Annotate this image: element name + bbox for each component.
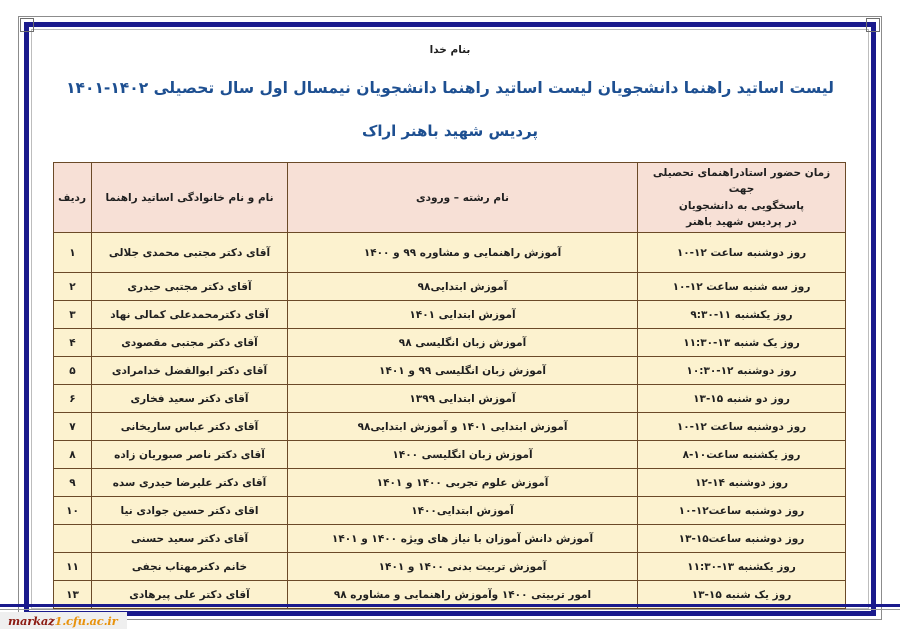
cell-field: آموزش زبان انگلیسی ۹۸: [288, 329, 638, 357]
cell-row-number: ٨: [54, 441, 92, 469]
table-row: [54, 301, 846, 329]
cell-field: آموزش زبان انگلیسی ۹۹ و ۱۴۰۱: [288, 357, 638, 385]
table-body: [54, 233, 846, 609]
cell-attendance-time: روز دوشنبه ساعت۱۵-۱۳: [638, 525, 846, 553]
column-header-attendance-time: [638, 163, 846, 233]
basmala-text: بنام خدا: [429, 44, 471, 56]
cell-row-number: ١: [54, 233, 92, 273]
table-header-row: [54, 163, 846, 233]
cell-row-number: ۴: [54, 329, 92, 357]
document-content: [34, 32, 866, 606]
cell-attendance-time: روز یک شنبه ۱۳-۱۱:۳۰: [638, 329, 846, 357]
cell-attendance-time: روز یکشنبه ساعت۱۰-۸: [638, 441, 846, 469]
table-row: [54, 441, 846, 469]
cell-field: آموزش ابتدایی ۱۳۹۹: [288, 385, 638, 413]
cell-row-number: ١٠: [54, 497, 92, 525]
cell-row-number: [54, 525, 92, 553]
table-row: [54, 233, 846, 273]
cell-row-number: ١١: [54, 553, 92, 581]
footer-rule-navy: [0, 604, 900, 607]
page-subtitle: پردیس شهید باهنر اراک: [361, 122, 538, 141]
cell-row-number: ٣: [54, 301, 92, 329]
cell-attendance-time: روز سه شنبه ساعت ۱۲-۱۰: [638, 273, 846, 301]
cell-attendance-time: روز یک شنبه ۱۵-۱۳: [638, 581, 846, 609]
cell-field: آموزش علوم تجربی ۱۴۰۰ و ۱۴۰۱: [288, 469, 638, 497]
cell-field: آموزش دانش آموزان با نیاز های ویژه ۱۴۰۰ و ۱۴۰۱: [288, 525, 638, 553]
page-title: لیست اساتید راهنما دانشجویان لیست اساتید راهنما دانشجویان نیمسال اول سال تحصیلی ۱۴۰۲-۱۴۰۱: [66, 79, 834, 97]
cell-attendance-time: روز دوشنبه ساعت ۱۲-۱۰: [638, 413, 846, 441]
footer-rule-gray: [0, 609, 900, 610]
cell-field: امور تربیتی ۱۴۰۰ وآموزش راهنمایی و مشاوره ۹۸: [288, 581, 638, 609]
header-time-line-3: در پردیس شهید باهنر: [686, 215, 797, 228]
cell-attendance-time: روز یکشنبه ۱۳-۱۱:۳۰: [638, 553, 846, 581]
cell-advisor-name: آقای دکتر مجتبی مقصودی: [92, 329, 288, 357]
cell-field: آموزش ابتدایی۹۸: [288, 273, 638, 301]
cell-field: آموزش ابتدایی ۱۴۰۱ و آموزش ابتدایی۹۸: [288, 413, 638, 441]
cell-advisor-name: خانم دکترمهتاب نجفی: [92, 553, 288, 581]
table-row: [54, 273, 846, 301]
column-header-row-number: ردیف: [54, 163, 92, 233]
cell-advisor-name: آقای دکتر علی پیرهادی: [92, 581, 288, 609]
cell-field: آموزش ابتدایی ۱۴۰۱: [288, 301, 638, 329]
table-container: [54, 162, 846, 609]
cell-advisor-name: آقای دکتر ابوالفضل خدامرادی: [92, 357, 288, 385]
cell-row-number: ١٣: [54, 581, 92, 609]
cell-field: آموزش زبان انگلیسی ۱۴۰۰: [288, 441, 638, 469]
table-row: [54, 497, 846, 525]
header-time-line-1: زمان حضور استادراهنمای تحصیلی جهت: [652, 167, 831, 196]
cell-field: آموزش ابتدایی۱۴۰۰: [288, 497, 638, 525]
cell-row-number: ٩: [54, 469, 92, 497]
cell-attendance-time: روز دوشنبه ۱۴-۱۲: [638, 469, 846, 497]
table-row: [54, 525, 846, 553]
cell-advisor-name: آقای دکتر علیرضا حیدری سده: [92, 469, 288, 497]
cell-advisor-name: آقای دکتر سعید حسنی: [92, 525, 288, 553]
table-row: [54, 553, 846, 581]
cell-row-number: ٧: [54, 413, 92, 441]
cell-advisor-name: آقای دکتر سعید فخاری: [92, 385, 288, 413]
column-header-advisor-name: نام و نام خانوادگی اساتید راهنما: [92, 163, 288, 233]
cell-attendance-time: روز دوشنبه ساعت ۱۲-۱۰: [638, 233, 846, 273]
cell-advisor-name: آقای دکتر عباس ساریخانی: [92, 413, 288, 441]
header-time-line-2: پاسخگویی به دانشجویان: [678, 199, 805, 212]
cell-attendance-time: روز دو شنبه ۱۵-۱۳: [638, 385, 846, 413]
cell-row-number: ٢: [54, 273, 92, 301]
watermark-text-primary: markaz: [8, 613, 55, 628]
table-row: [54, 357, 846, 385]
cell-advisor-name: آقای دکتر مجتبی حیدری: [92, 273, 288, 301]
cell-advisor-name: آقای دکترمحمدعلی کمالی نهاد: [92, 301, 288, 329]
cell-row-number: ۵: [54, 357, 92, 385]
site-watermark: [0, 612, 127, 629]
table-row: [54, 329, 846, 357]
table-row: [54, 469, 846, 497]
table-header: [54, 163, 846, 233]
table-row: [54, 385, 846, 413]
advisors-table: [53, 162, 846, 609]
cell-attendance-time: روز یکشنبه ۱۱-۹:۳۰: [638, 301, 846, 329]
cell-field: آموزش تربیت بدنی ۱۴۰۰ و ۱۴۰۱: [288, 553, 638, 581]
cell-row-number: ۶: [54, 385, 92, 413]
cell-attendance-time: روز دوشنبه ساعت۱۲-۱۰: [638, 497, 846, 525]
cell-field: آموزش راهنمایی و مشاوره ۹۹ و ۱۴۰۰: [288, 233, 638, 273]
cell-advisor-name: آقای دکتر مجتبی محمدی جلالی: [92, 233, 288, 273]
column-header-field: نام رشته – ورودی: [288, 163, 638, 233]
table-row: [54, 413, 846, 441]
cell-advisor-name: اقای دکتر حسین جوادی نیا: [92, 497, 288, 525]
cell-attendance-time: روز دوشنبه ۱۲-۱۰:۳۰: [638, 357, 846, 385]
watermark-text-secondary: 1.cfu.ac.ir: [54, 613, 118, 628]
cell-advisor-name: آقای دکتر ناصر صبوریان زاده: [92, 441, 288, 469]
